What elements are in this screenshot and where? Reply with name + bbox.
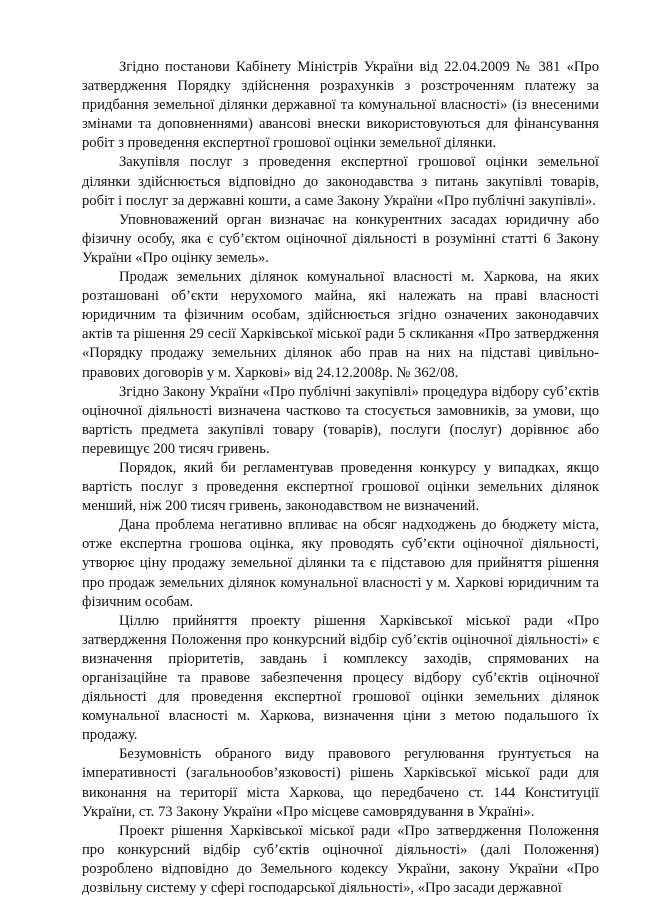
paragraph-1: Згідно постанови Кабінету Міністрів України від 22.04.2009 № 381 «Про затвердження Порядку здійснення розрахунків з розстроченням платежу за придбання земельної ділянки державної та комунальної власності» (із внесеними змінами та доповненнями) авансові внески використовуються для фінансування робіт з проведення експертної грошової оцінки земельної ділянки. (82, 59, 599, 152)
document-body (82, 58, 599, 898)
paragraph-5: Згідно Закону України «Про публічні закупівлі» процедура відбору суб’єктів оціночної діяльності визначена частково та стосується замовників, за умови, що вартість предмета закупівлі товару (товарів), послуги (послуг) дорівнює або перевищує 200 тисяч гривень. (82, 383, 599, 457)
paragraph-8: Ціллю прийняття проекту рішення Харківської міської ради «Про затвердження Положення про конкурсний відбір суб’єктів оціночної діяльності» є визначення пріоритетів, завдань і комплексу заходів, спрямованих на організаційне та правове забезпечення процесу відбору суб’єктів оціночної діяльності для проведення експертної грошової оцінки земельних ділянок комунальної власності м. Харкова, визначення ціни з метою подальшого їх продажу. (82, 612, 599, 744)
paragraph-7: Дана проблема негативно впливає на обсяг надходжень до бюджету міста, отже експертна грошова оцінка, яку проводять суб’єкти оціночної діяльності, утворює ціну продажу земельної ділянки та є підставою для прийняття рішення про продаж земельних ділянок комунальної власності у м. Харкові юридичним та фізичним особам. (82, 517, 599, 610)
paragraph-10: Проект рішення Харківської міської ради «Про затвердження Положення про конкурсний відбір суб’єктів оціночної діяльності» (далі Положення) розроблено відповідно до Земельного кодексу України, закону України «Про дозвільну систему у сфері господарської діяльності», «Про засади державної (82, 822, 599, 897)
paragraph-9: Безумовність обраного виду правового регулювання ґрунтується на імперативності (загальнообов’язковості) рішень Харківської міської ради для виконання на території міста Харкова, що передбачено ст. 144 Конституції України, ст. 73 Закону України «Про місцеве самоврядування в Україні». (82, 746, 599, 820)
paragraph-2: Закупівля послуг з проведення експертної грошової оцінки земельної ділянки здійснюється відповідно до законодавства з питань закупівлі товарів, робіт і послуг за державні кошти, а саме Закону України «Про публічні закупівлі». (82, 154, 599, 209)
paragraph-6: Порядок, який би регламентував проведення конкурсу у випадках, якщо вартість послуг з проведення експертної грошової оцінки земельних ділянок менший, ніж 200 тисяч гривень, законодавством не визначений. (82, 459, 599, 515)
paragraph-4: Продаж земельних ділянок комунальної власності м. Харкова, на яких розташовані об’єкти нерухомого майна, які належать на праві власності юридичним та фізичним особам, здійснюється згідно означених законодавчих актів та рішення 29 сесії Харківської міської ради 5 скликання «Про затвердження «Порядку продажу земельних ділянок або прав на них на підставі цивільно-правових договорів у м. Харкові» від 24.12.2008р. № 362/08. (82, 269, 599, 381)
paragraph-3: Уповноважений орган визначає на конкурентних засадах юридичну або фізичну особу, яка є суб’єктом оціночної діяльності в розумінні статті 6 Закону України «Про оцінку земель». (82, 211, 599, 266)
